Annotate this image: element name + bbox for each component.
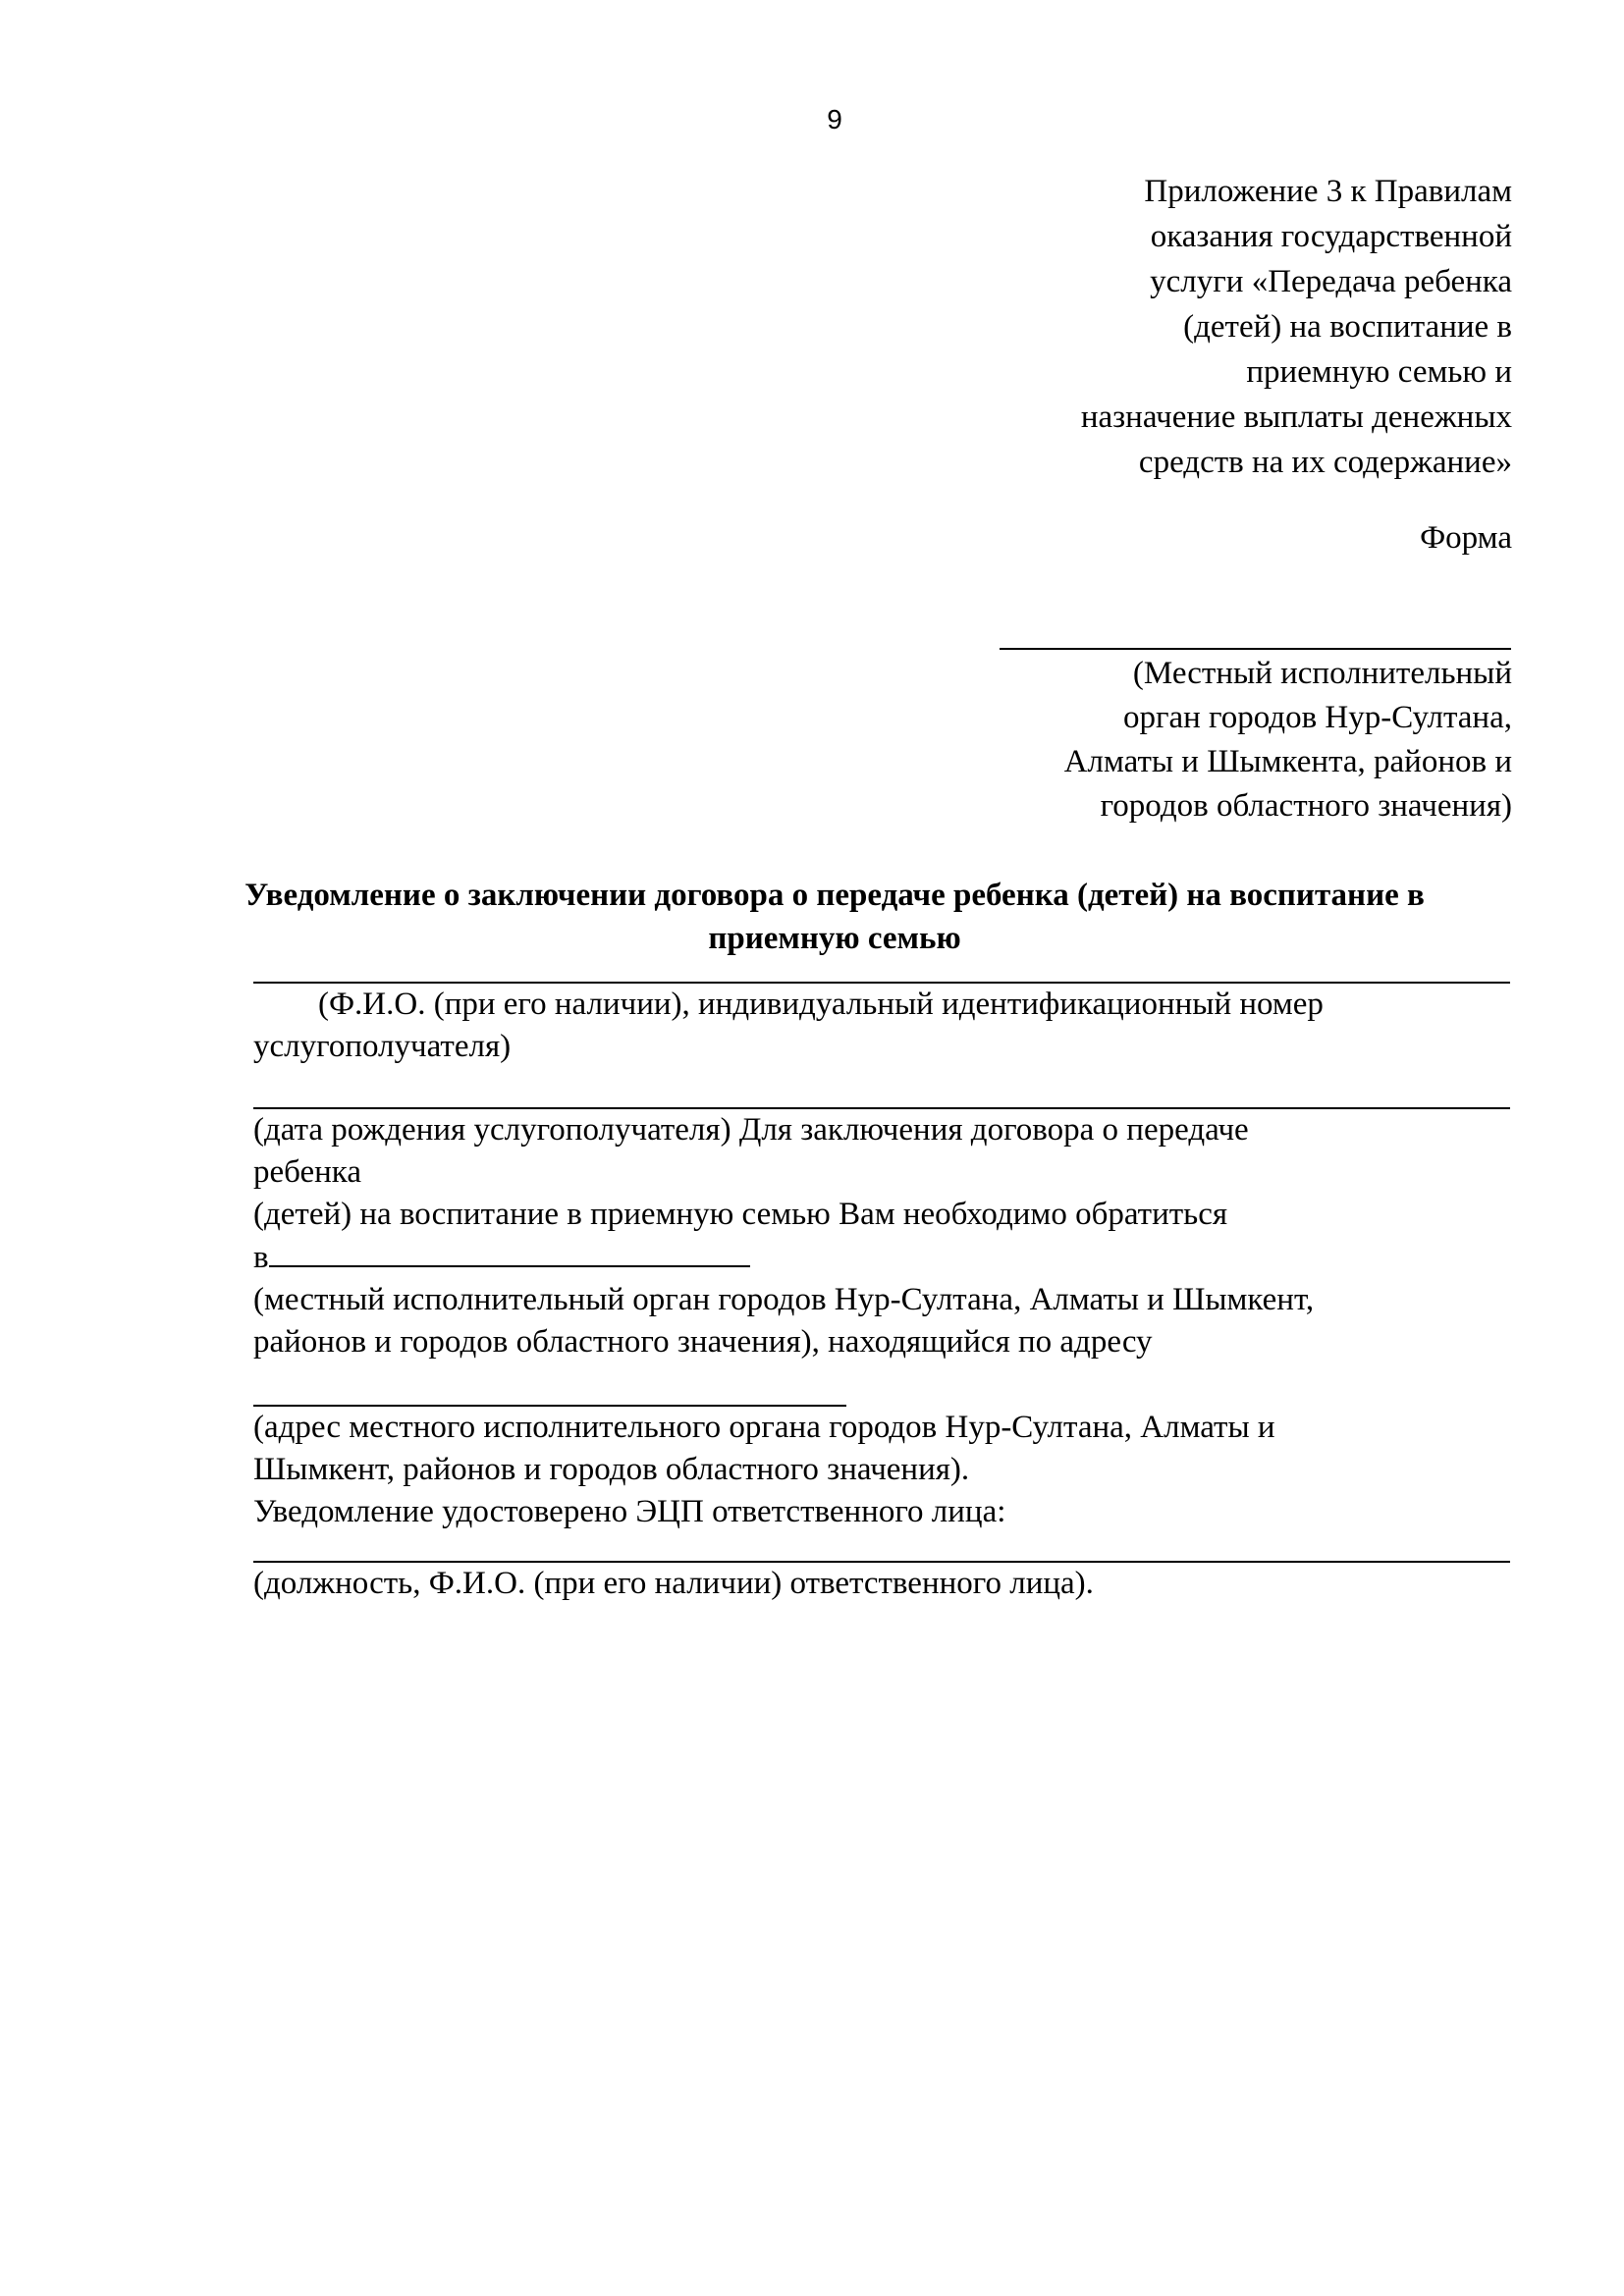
appendix-line: приемную семью и bbox=[1246, 354, 1512, 390]
notice-body bbox=[253, 982, 1512, 1605]
authority-blank-line bbox=[269, 1236, 750, 1267]
page-number: 9 bbox=[827, 104, 842, 134]
authority-caption-line-1: (местный исполнительный орган городов Нур-Султана, Алматы и Шымкент, bbox=[253, 1282, 1315, 1317]
appendix-line: средств на их содержание» bbox=[1138, 445, 1512, 480]
appendix-line: услуги «Передача ребенка bbox=[1150, 264, 1512, 299]
addressee-line: орган городов Нур-Султана, bbox=[1122, 700, 1512, 735]
title-line-1: Уведомление о заключении договора о передаче ребенка (детей) на воспитание в bbox=[244, 878, 1425, 913]
fio-caption-line-1: (Ф.И.О. (при его наличии), индивидуальный идентификационный номер bbox=[318, 987, 1324, 1022]
apply-prefix-line bbox=[253, 1236, 1512, 1279]
appendix-line: (детей) на воспитание в bbox=[1183, 309, 1512, 345]
addressee-line: (Местный исполнительный bbox=[1132, 656, 1512, 691]
apply-prefix: в bbox=[253, 1240, 269, 1275]
title-line-2: приемную семью bbox=[708, 921, 961, 956]
form-label: Форма bbox=[1420, 520, 1512, 556]
official-caption: (должность, Ф.И.О. (при его наличии) ответственного лица). bbox=[253, 1566, 1094, 1601]
address-caption-line-2: Шымкент, районов и городов областного значения). bbox=[253, 1452, 970, 1487]
authority-caption-line-2: районов и городов областного значения), находящийся по адресу bbox=[253, 1324, 1153, 1360]
appendix-line: Приложение 3 к Правилам bbox=[1144, 174, 1512, 209]
addressee-caption bbox=[923, 652, 1512, 828]
appendix-header bbox=[923, 169, 1512, 485]
apply-line: (детей) на воспитание в приемную семью Вам необходимо обратиться bbox=[253, 1197, 1228, 1232]
addressee-blank-line bbox=[1000, 648, 1511, 650]
appendix-line: назначение выплаты денежных bbox=[1080, 400, 1512, 435]
addressee-line: Алматы и Шымкента, районов и bbox=[1063, 744, 1512, 779]
address-caption-line-1: (адрес местного исполнительного органа городов Нур-Султана, Алматы и bbox=[253, 1410, 1275, 1445]
appendix-line: оказания государственной bbox=[1150, 219, 1512, 254]
fio-caption-line-2: услугополучателя) bbox=[253, 1029, 512, 1064]
birth-date-caption-line-1: (дата рождения услугополучателя) Для заключения договора о передаче bbox=[253, 1112, 1249, 1148]
document-title bbox=[157, 874, 1512, 960]
birth-date-caption-line-2: ребенка bbox=[253, 1154, 361, 1190]
addressee-line: городов областного значения) bbox=[1100, 788, 1512, 824]
certified-line: Уведомление удостоверено ЭЦП ответственного лица: bbox=[253, 1494, 1006, 1529]
